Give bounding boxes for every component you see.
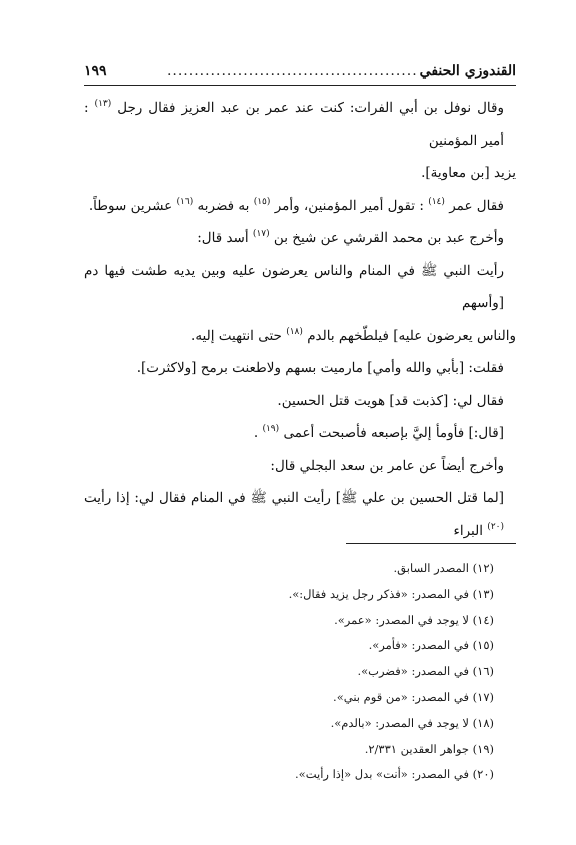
text: [لما قتل الحسين بن علي ﷺ] رأيت النبي ﷺ في المنام فقال لي: إذا رأيت: [84, 490, 504, 506]
text: فقال لي: [كذبت قد] هويت قتل الحسين.: [277, 392, 504, 409]
text: حتى انتهيت إليه.: [191, 327, 282, 344]
text: فقال عمر: [449, 197, 504, 214]
header-leader-dots: ..............................................: [166, 63, 418, 79]
header-title: القندوزي الحنفي: [419, 63, 516, 79]
text: وأخرج عبد بن محمد القرشي عن شيخ بن: [273, 230, 504, 246]
paragraph-4-cont: [84, 320, 516, 353]
text: عشرين سوطاً.: [88, 197, 173, 214]
footnote-13: (١٣) في المصدر: «فذكر رجل يزيد فقال:».: [288, 586, 494, 601]
main-text: [84, 92, 516, 547]
text: .: [253, 425, 259, 441]
footnote-ref-17[interactable]: (١٧): [252, 229, 270, 239]
footnote-ref-20[interactable]: (٢٠): [487, 521, 504, 532]
text: والناس يعرضون عليه] فيلطّخهم بالدم: [307, 327, 516, 344]
paragraph-1-cont: [84, 157, 516, 190]
footnote-ref-15[interactable]: (١٥): [253, 196, 271, 207]
paragraph-2: [84, 190, 516, 223]
paragraph-3: [84, 222, 516, 255]
footnote-15: (١٥) في المصدر: «فأمر».: [368, 638, 494, 653]
footnote-ref-14[interactable]: (١٤): [428, 196, 445, 207]
footnote-16: (١٦) في المصدر: «فضرب».: [357, 664, 494, 679]
paragraph-8: [84, 450, 516, 483]
text: به فضربه: [197, 197, 250, 214]
footnote-ref-19[interactable]: (١٩): [262, 424, 280, 434]
text: أسد قال:: [197, 230, 249, 246]
footnote-ref-13[interactable]: (١٣): [94, 99, 112, 109]
running-header: [84, 63, 516, 85]
paragraph-1: [84, 92, 516, 157]
paragraph-4: [84, 255, 516, 320]
text: : تقول أمير المؤمنين، وأمر: [274, 197, 424, 214]
text: وقال نوفل بن أبي الفرات: كنت عند عمر بن عبد العزيز فقال رجل: [117, 100, 505, 116]
text: فقلت: [بأبي والله وأمي] مارميت بسهم ولاطعنت برمح [ولاكثرت].: [136, 360, 504, 376]
text: : أمير المؤمنين: [84, 100, 504, 149]
paragraph-7: [84, 417, 516, 450]
header-rule: [84, 85, 516, 86]
paragraph-6: [84, 385, 516, 418]
paragraph-5: [84, 352, 516, 385]
footnote-17: (١٧) في المصدر: «من قوم بني».: [333, 689, 494, 704]
footnote-ref-16[interactable]: (١٦): [176, 196, 194, 207]
footnote-separator: [346, 543, 516, 544]
text: يزيد [بن معاوية].: [421, 165, 516, 181]
paragraph-9: [84, 482, 516, 547]
footnote-20: (٢٠) في المصدر: «أنت» بدل «إذا رأيت».: [295, 767, 494, 782]
text: البراء: [453, 522, 483, 539]
footnote-12: (١٢) المصدر السابق.: [393, 561, 494, 575]
footnote-14: (١٤) لا يوجد في المصدر: «عمر».: [334, 612, 494, 627]
footnote-ref-18[interactable]: (١٨): [286, 326, 303, 337]
footnotes: [84, 556, 494, 788]
footnote-18: (١٨) لا يوجد في المصدر: «بالدم».: [330, 715, 494, 730]
page-number: ١٩٩: [84, 63, 107, 79]
footnote-19: (١٩) جواهر العقدين ٢/٣٣١.: [364, 741, 494, 756]
text: [قال:] فأومأ إليَّ بإصبعه فأصبحت أعمى: [283, 425, 504, 441]
text: وأخرج أيضاً عن عامر بن سعد البجلي قال:: [270, 457, 504, 474]
text: رأيت النبي ﷺ في المنام والناس يعرضون عليه وبين يديه طشت فيها دم [وأسهم: [84, 262, 504, 311]
